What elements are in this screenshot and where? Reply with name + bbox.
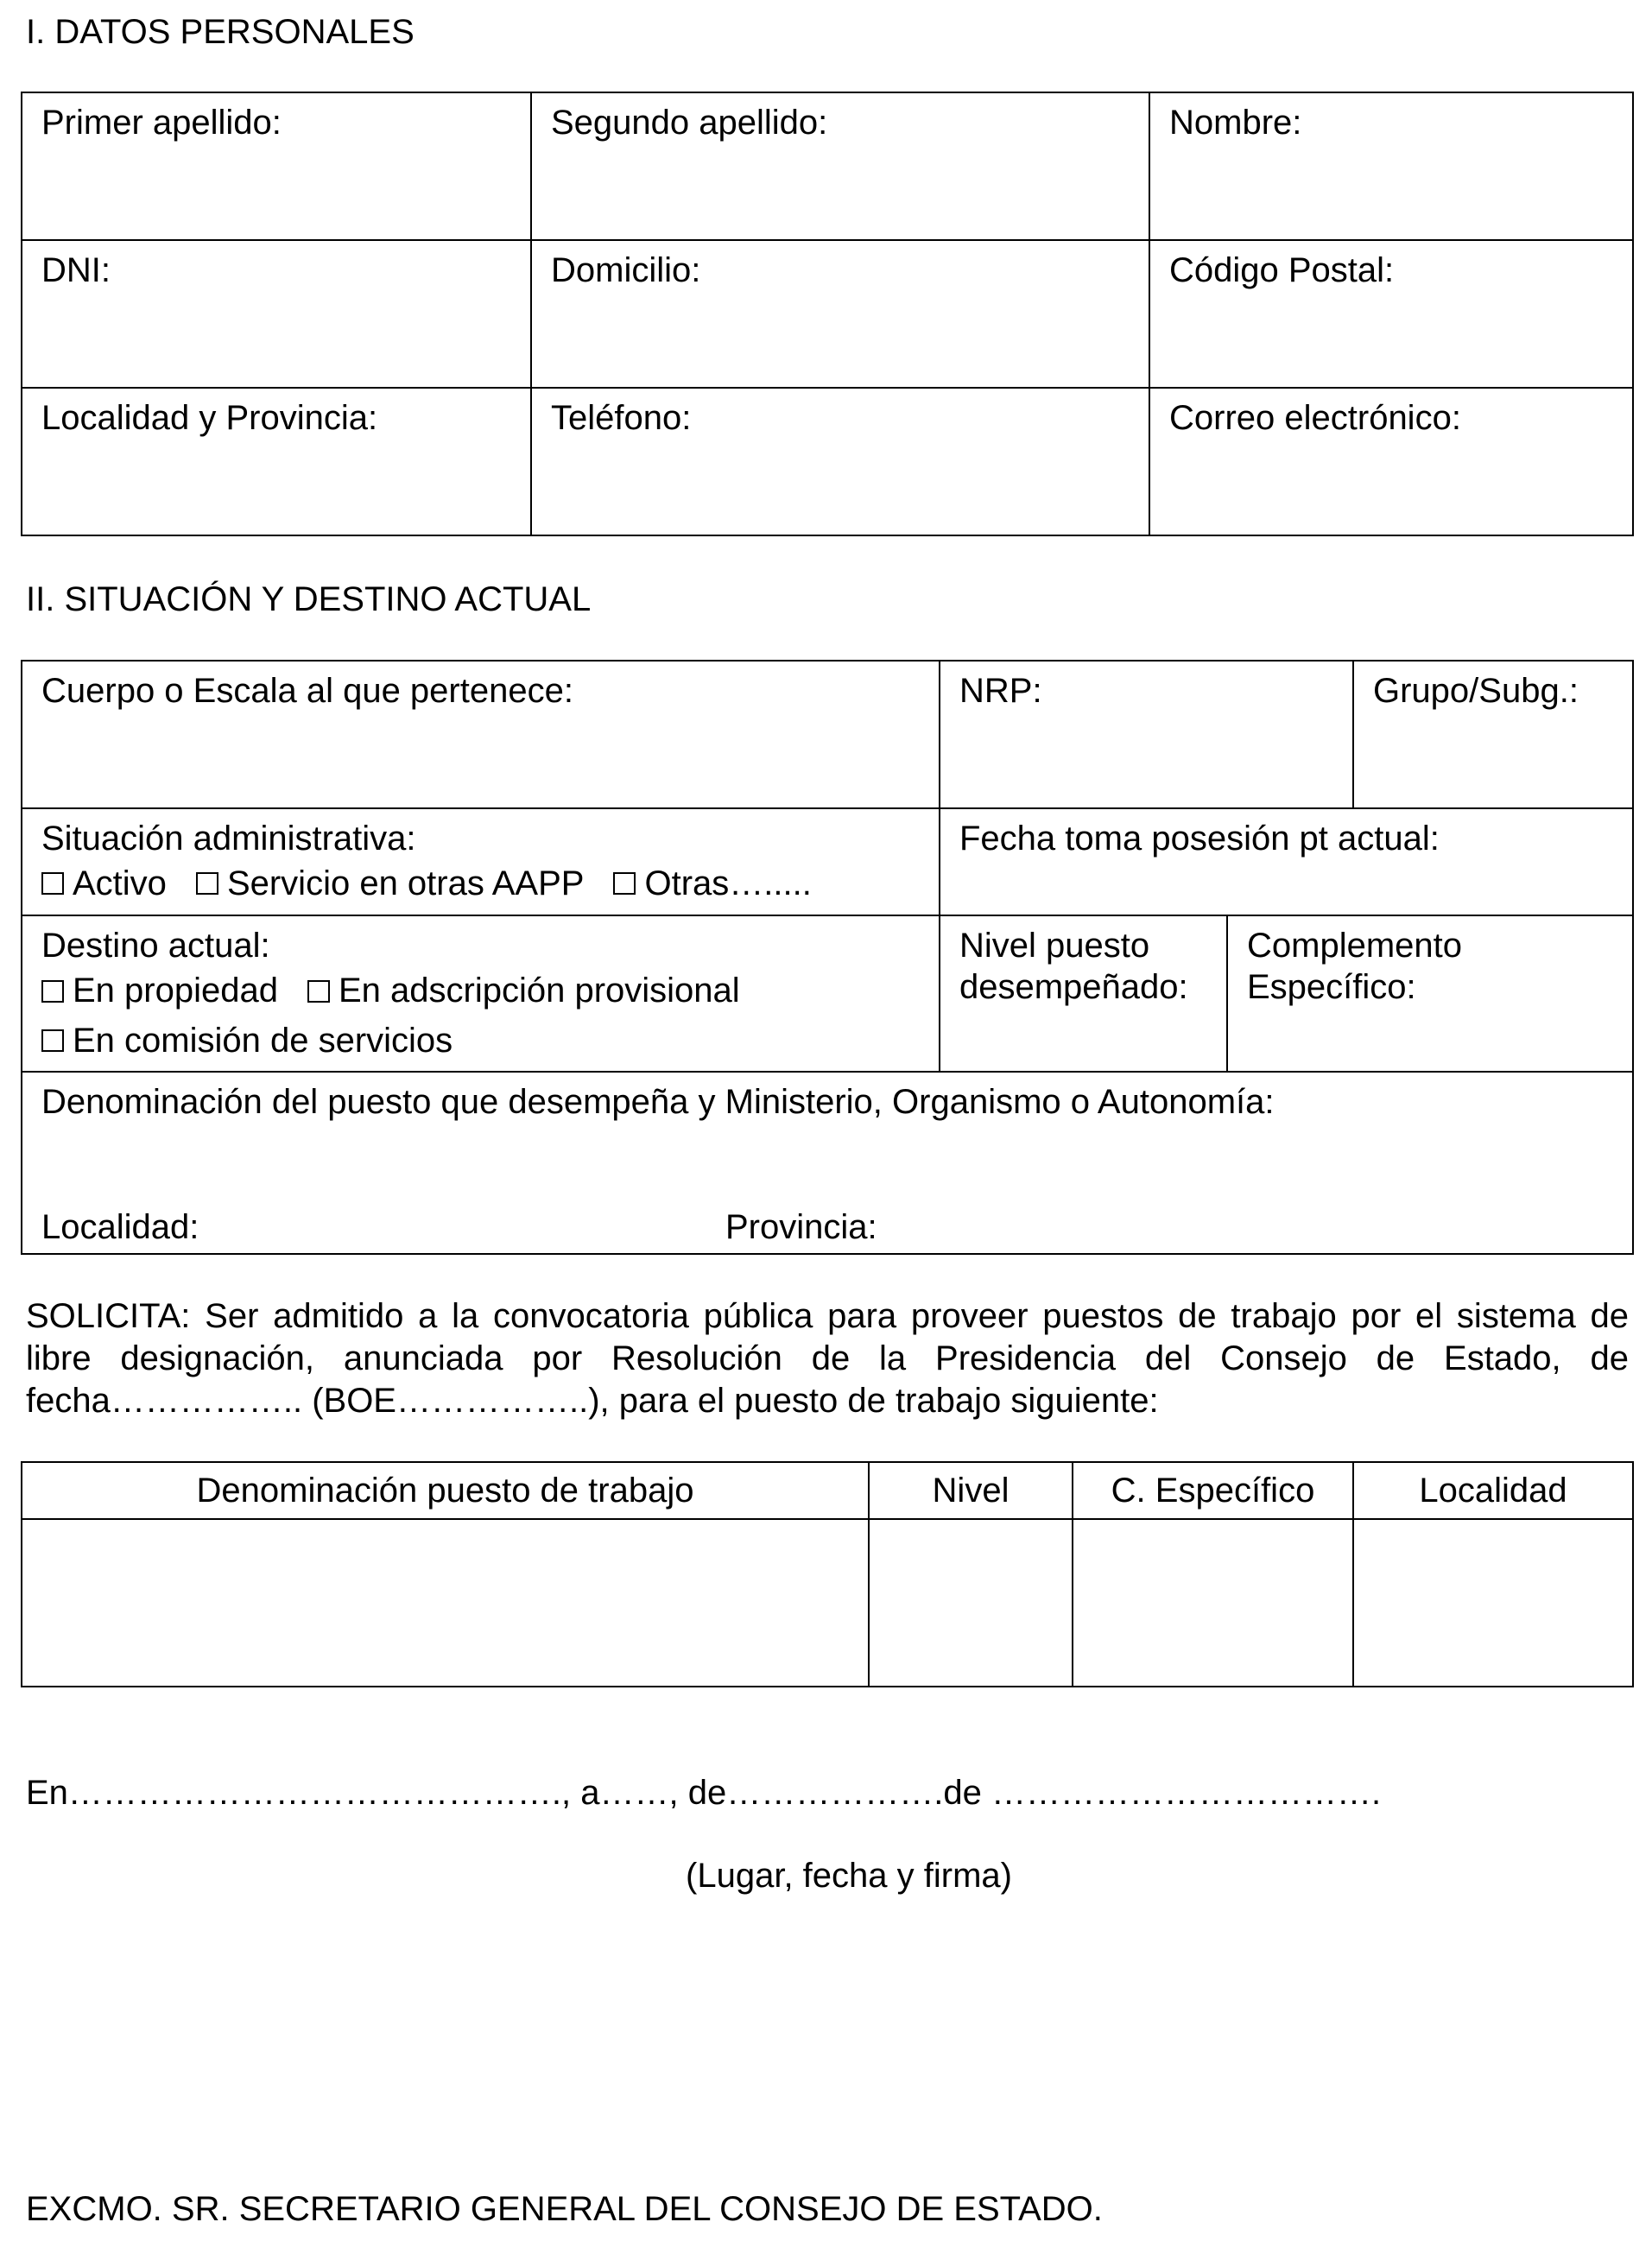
denominacion-input-cell[interactable]	[22, 1519, 869, 1687]
grupo-label: Grupo/Subg.:	[1373, 672, 1579, 710]
nivel-input-cell[interactable]	[869, 1519, 1073, 1687]
checkbox-icon	[307, 980, 330, 1003]
situacion-cell	[22, 808, 940, 915]
cuerpo-label: Cuerpo o Escala al que pertenece:	[41, 672, 573, 710]
nombre-field[interactable]	[1149, 92, 1633, 240]
situation-table-mid	[21, 807, 1634, 1255]
checkbox-icon	[41, 872, 64, 895]
header-c-especifico: C. Específico	[1073, 1462, 1353, 1519]
en-propiedad-checkbox[interactable]	[41, 966, 278, 1016]
nombre-label: Nombre:	[1169, 104, 1302, 142]
header-denominacion: Denominación puesto de trabajo	[22, 1462, 869, 1519]
localidad-provincia-field[interactable]	[22, 388, 531, 535]
header-localidad: Localidad	[1353, 1462, 1633, 1519]
nrp-field[interactable]	[940, 661, 1353, 808]
en-comision-checkbox[interactable]	[41, 1016, 453, 1066]
complemento-label-2: Específico:	[1247, 968, 1416, 1006]
en-adscripcion-label: En adscripción provisional	[338, 972, 740, 1010]
checkbox-icon	[613, 872, 636, 895]
codigo-postal-field[interactable]	[1149, 240, 1633, 388]
signature-caption: (Lugar, fecha y firma)	[686, 1857, 1012, 1895]
primer-apellido-label: Primer apellido:	[41, 104, 282, 142]
correo-field[interactable]	[1149, 388, 1633, 535]
activo-label: Activo	[73, 864, 167, 902]
header-nivel: Nivel	[869, 1462, 1073, 1519]
complemento-label-1: Complemento	[1247, 927, 1463, 965]
localidad-provincia-label: Localidad y Provincia:	[41, 399, 378, 437]
section-1-title: I. DATOS PERSONALES	[26, 13, 415, 51]
nivel-puesto-label-2: desempeñado:	[959, 968, 1188, 1006]
primer-apellido-field[interactable]	[22, 92, 531, 240]
codigo-postal-label: Código Postal:	[1169, 251, 1395, 289]
checkbox-icon	[41, 980, 64, 1003]
activo-checkbox[interactable]	[41, 859, 167, 908]
signature-line: En……………………………………., a……, de……………….de …………………………….	[26, 1774, 1382, 1812]
destino-label: Destino actual:	[41, 927, 270, 965]
section-2-title: II. SITUACIÓN Y DESTINO ACTUAL	[26, 580, 592, 618]
nivel-puesto-field[interactable]	[940, 915, 1227, 1072]
denominacion-field[interactable]	[22, 1072, 1633, 1254]
c-especifico-input-cell[interactable]	[1073, 1519, 1353, 1687]
dni-label: DNI:	[41, 251, 111, 289]
puesto-table	[21, 1461, 1634, 1687]
correo-label: Correo electrónico:	[1169, 399, 1461, 437]
otras-label: Otras….....	[644, 864, 812, 902]
domicilio-label: Domicilio:	[551, 251, 701, 289]
situation-table-top	[21, 660, 1634, 809]
servicio-otras-aapp-checkbox[interactable]	[196, 859, 585, 908]
otras-checkbox[interactable]	[613, 859, 811, 908]
complemento-field[interactable]	[1227, 915, 1633, 1072]
localidad-label: Localidad:	[41, 1208, 199, 1246]
cuerpo-field[interactable]	[22, 661, 940, 808]
checkbox-icon	[196, 872, 218, 895]
telefono-label: Teléfono:	[551, 399, 692, 437]
personal-data-table	[21, 92, 1634, 536]
dni-field[interactable]	[22, 240, 531, 388]
en-adscripcion-checkbox[interactable]	[307, 966, 740, 1016]
nrp-label: NRP:	[959, 672, 1042, 710]
destino-cell	[22, 915, 940, 1072]
denominacion-label: Denominación del puesto que desempeña y Ministerio, Organismo o Autonomía:	[41, 1083, 1275, 1121]
domicilio-field[interactable]	[531, 240, 1149, 388]
segundo-apellido-field[interactable]	[531, 92, 1149, 240]
en-propiedad-label: En propiedad	[73, 972, 278, 1010]
servicio-otras-aapp-label: Servicio en otras AAPP	[226, 864, 585, 902]
checkbox-icon	[41, 1029, 64, 1052]
en-comision-label: En comisión de servicios	[73, 1021, 453, 1060]
fecha-toma-field[interactable]	[940, 808, 1633, 915]
situacion-label: Situación administrativa:	[41, 820, 416, 858]
fecha-toma-label: Fecha toma posesión pt actual:	[959, 820, 1440, 858]
solicita-paragraph: SOLICITA: Ser admitido a la convocatoria pública para proveer puestos de trabajo por el sistema de libre designación, anunciada por Resolución de la Presidencia del Consejo de Estado, de fecha…………….. (BOE……………..), para el puesto de trabajo siguiente:	[26, 1297, 1629, 1420]
nivel-puesto-label-1: Nivel puesto	[959, 927, 1150, 965]
provincia-label: Provincia:	[725, 1208, 877, 1246]
telefono-field[interactable]	[531, 388, 1149, 535]
grupo-field[interactable]	[1353, 661, 1633, 808]
segundo-apellido-label: Segundo apellido:	[551, 104, 828, 142]
addressee: EXCMO. SR. SECRETARIO GENERAL DEL CONSEJO DE ESTADO.	[26, 2190, 1103, 2228]
localidad-input-cell[interactable]	[1353, 1519, 1633, 1687]
